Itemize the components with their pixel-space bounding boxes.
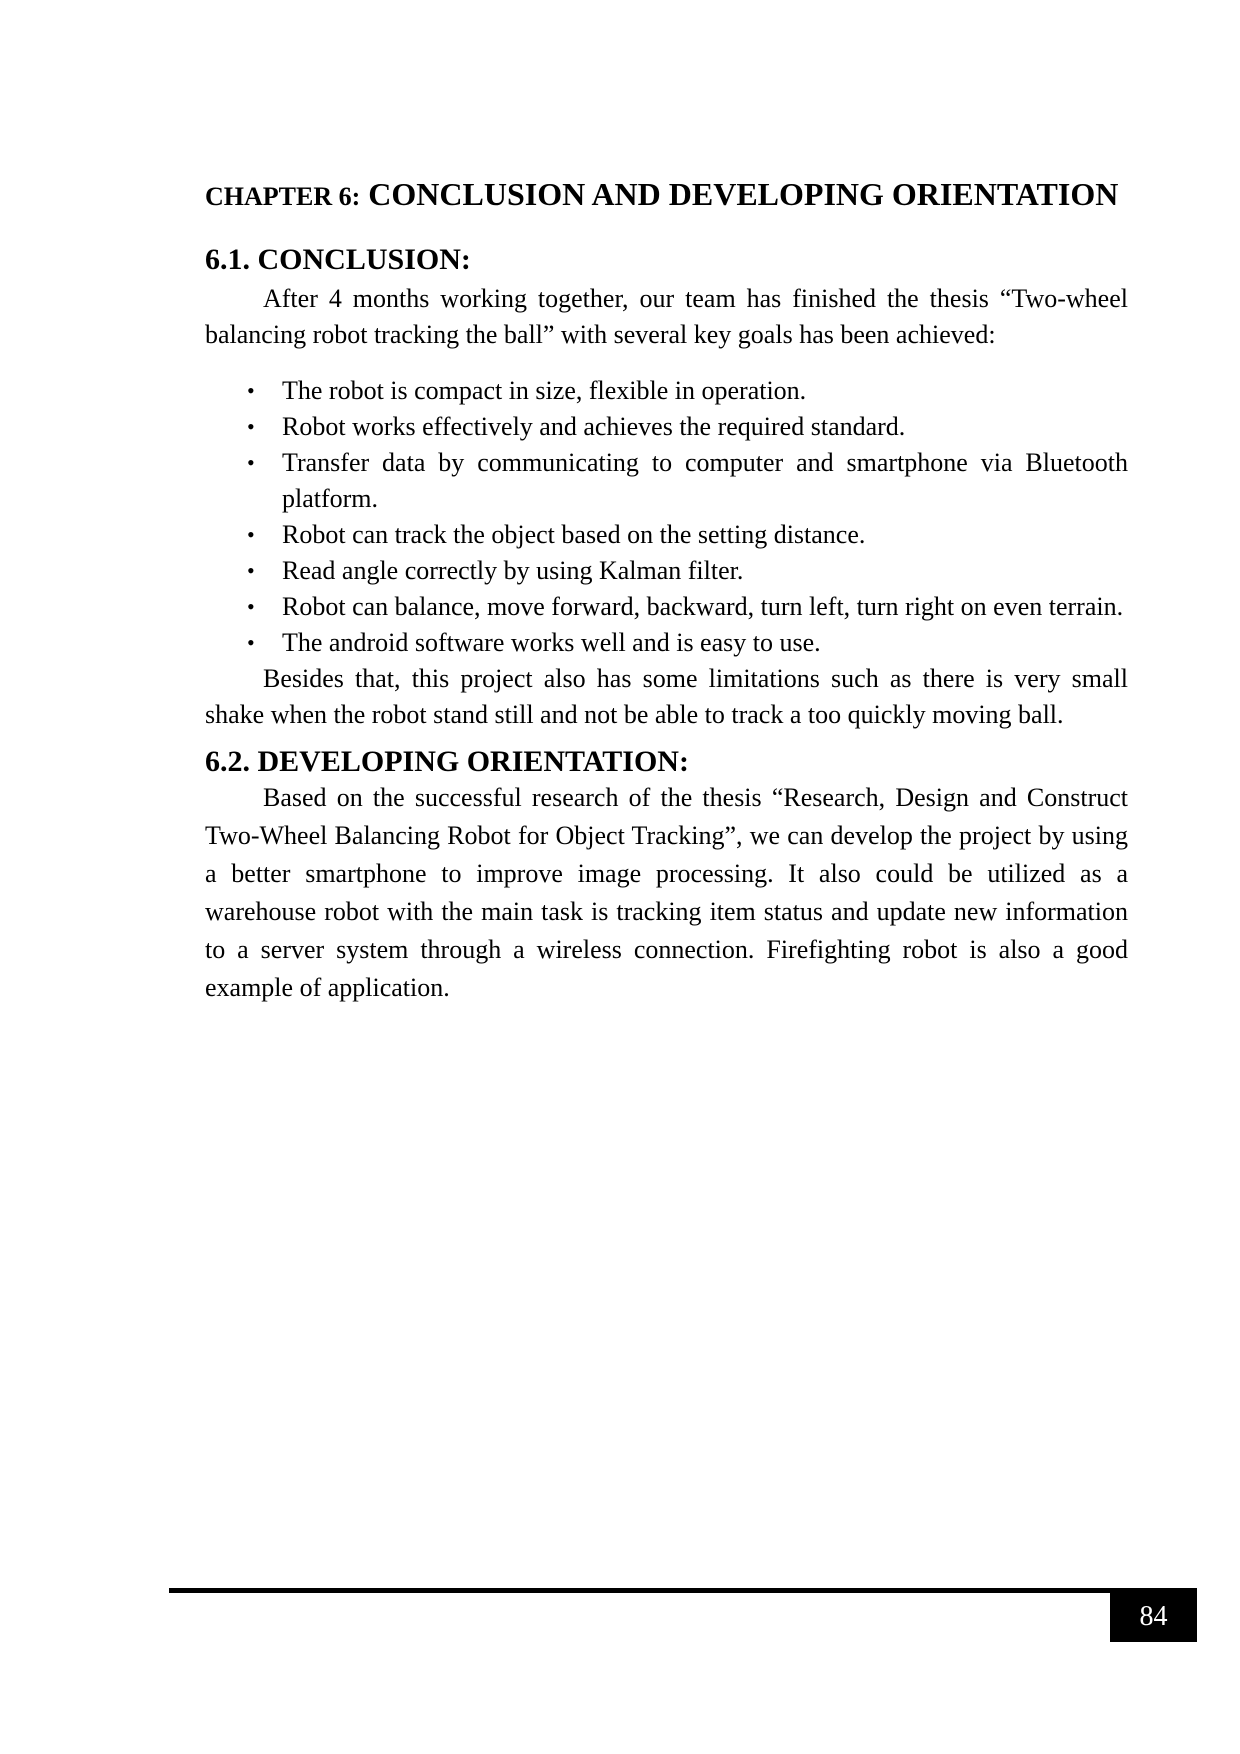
- list-item-text: Robot can balance, move forward, backward, turn left, turn right on even terrain.: [282, 592, 1124, 621]
- list-item: [205, 409, 1128, 445]
- paragraph-6-1-intro: After 4 months working together, our team has finished the thesis “Two-wheel balancing robot tracking the ball” with several key goals has been achieved:: [205, 284, 1128, 349]
- list-item: [205, 589, 1128, 625]
- paragraph-6-1-outro: Besides that, this project also has some limitations such as there is very small shake when the robot stand still and not be able to track a too quickly moving ball.: [205, 664, 1128, 729]
- paragraph-6-2: Based on the successful research of the thesis “Research, Design and Construct Two-Wheel Balancing Robot for Object Tracking”, we can develop the project by using a better smartphone to improve image processing. It also could be utilized as a warehouse robot with the main task is tracking item status and update new information to a server system through a wireless connection. Firefighting robot is also a good example of application.: [205, 783, 1128, 1002]
- list-item: [205, 517, 1128, 553]
- list-item: [205, 373, 1128, 409]
- list-item: [205, 445, 1128, 517]
- chapter-title-text: CONCLUSION AND DEVELOPING ORIENTATION: [368, 176, 1119, 212]
- list-item-text: Robot can track the object based on the setting distance.: [282, 520, 866, 549]
- list-item-text: Robot works effectively and achieves the required standard.: [282, 412, 906, 441]
- bullet-icon: •: [247, 522, 255, 547]
- list-item: [205, 553, 1128, 589]
- bullet-icon: •: [247, 558, 255, 583]
- list-item-text: The android software works well and is easy to use.: [282, 628, 821, 657]
- bullet-icon: •: [247, 450, 255, 475]
- section-heading-6-2: 6.2. DEVELOPING ORIENTATION:: [205, 745, 689, 778]
- bullet-icon: •: [247, 414, 255, 439]
- list-item-text: Transfer data by communicating to computer and smartphone via Bluetooth platform.: [282, 448, 1128, 513]
- list-item-text: Read angle correctly by using Kalman filter.: [282, 556, 744, 585]
- list-item: [205, 625, 1128, 661]
- achievements-list: [205, 373, 1128, 661]
- page-number-badge: [1110, 1592, 1197, 1642]
- bullet-icon: •: [247, 594, 255, 619]
- chapter-title: [205, 176, 1128, 215]
- list-item-text: The robot is compact in size, flexible in operation.: [282, 376, 807, 405]
- chapter-title-prefix: CHAPTER 6:: [205, 182, 361, 211]
- page-content: [205, 176, 1128, 1007]
- bullet-icon: •: [247, 630, 255, 655]
- page-number: 84: [1139, 1601, 1168, 1632]
- footer-divider-line: [169, 1588, 1197, 1593]
- section-heading-6-1: 6.1. CONCLUSION:: [205, 243, 471, 276]
- bullet-icon: •: [247, 378, 255, 403]
